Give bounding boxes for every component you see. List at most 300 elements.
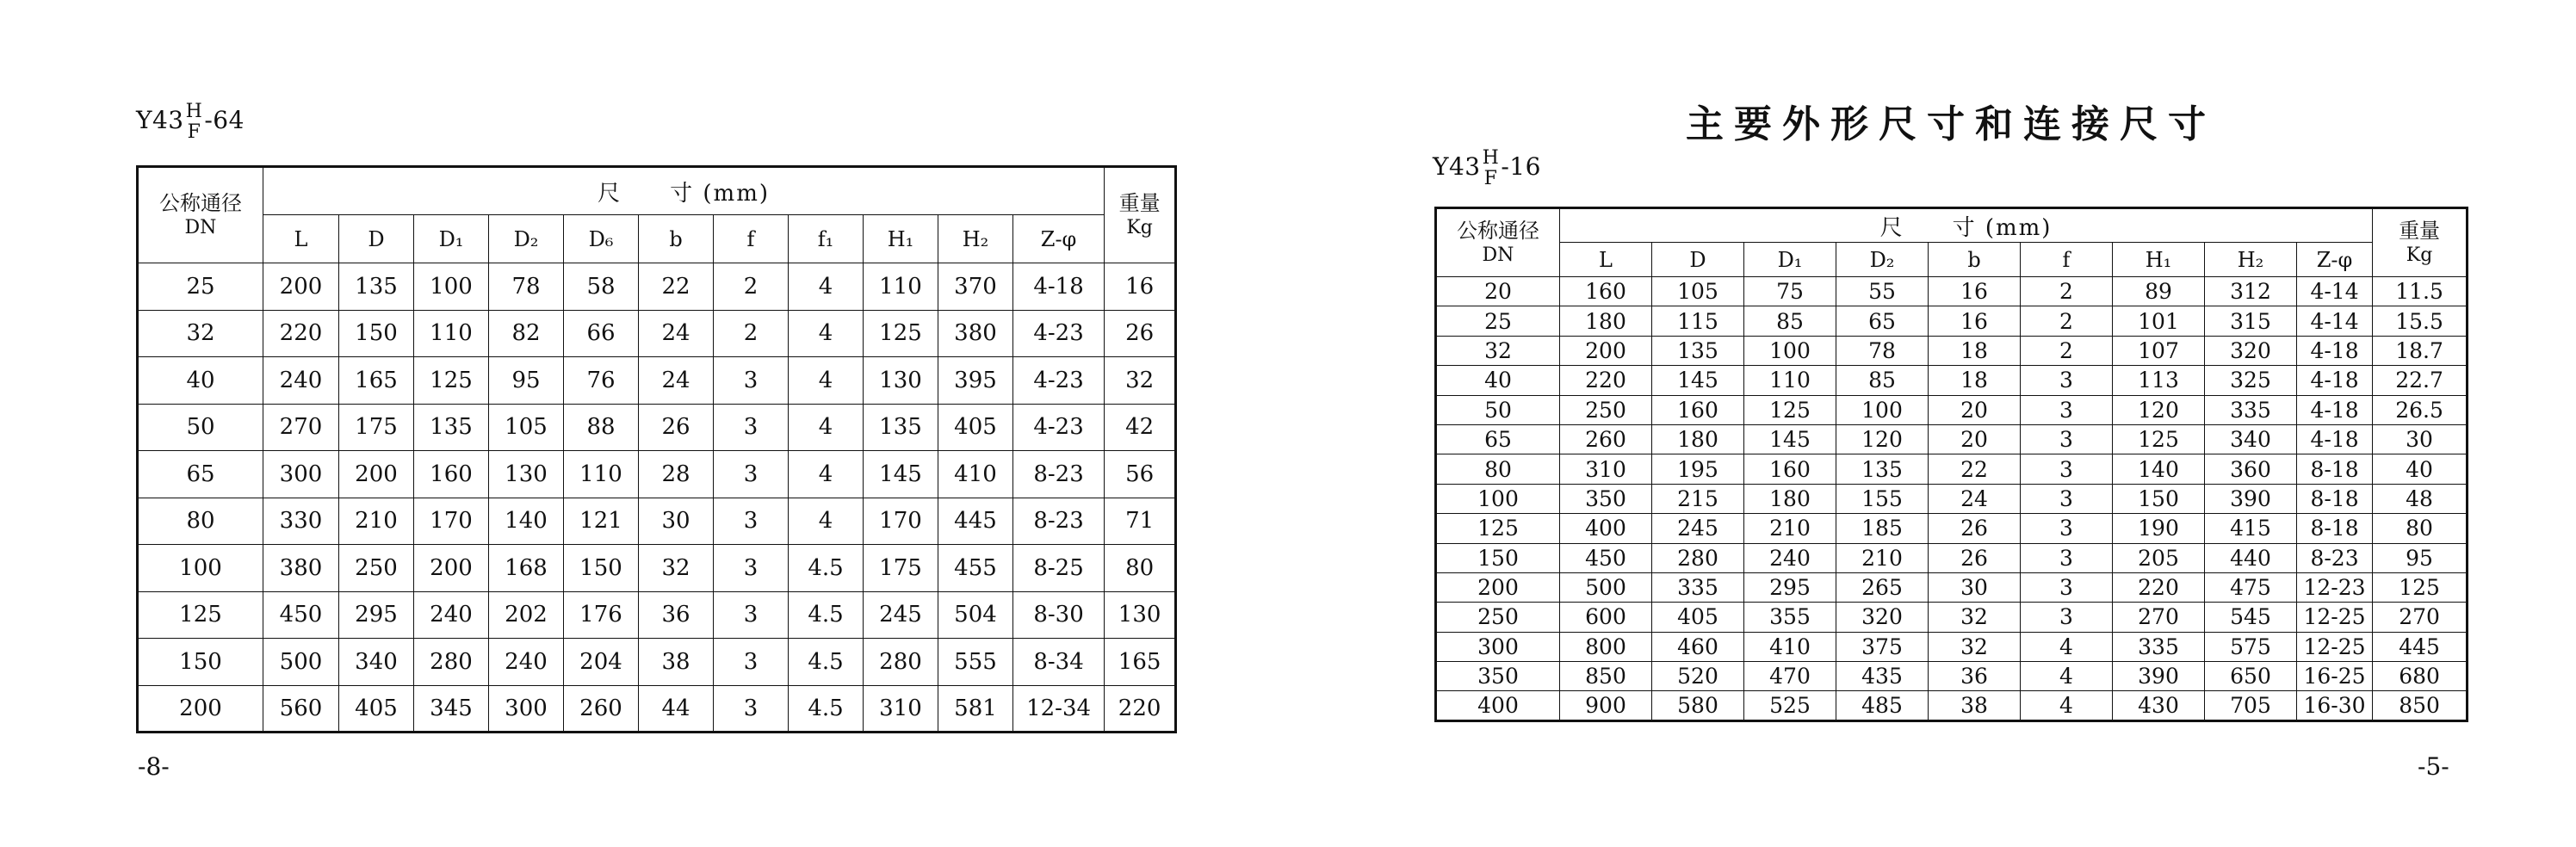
weight-cell: 42 <box>1105 404 1176 451</box>
table-cell: 135 <box>414 404 489 451</box>
table-cell: 4 <box>789 357 864 405</box>
table-row <box>1436 632 2468 661</box>
table-cell: 4 <box>789 451 864 498</box>
dn-cell: 25 <box>1436 306 1560 336</box>
dn-cell: 125 <box>1436 514 1560 543</box>
left-column-header: D <box>339 215 414 263</box>
table-cell: 245 <box>1652 514 1744 543</box>
table-cell: 12-25 <box>2297 632 2373 661</box>
table-cell: 250 <box>339 545 414 592</box>
left-weight-header-label: 重量 <box>1118 191 1161 216</box>
table-cell: 335 <box>2205 395 2297 424</box>
table-cell: 360 <box>2205 454 2297 484</box>
right-weight-header <box>2373 208 2468 277</box>
right-column-header: b <box>1929 243 2021 277</box>
weight-cell: 71 <box>1105 498 1176 545</box>
left-column-header: f₁ <box>789 215 864 263</box>
right-weight-header-label: 重量 <box>2399 219 2441 244</box>
dn-cell: 80 <box>1436 454 1560 484</box>
weight-cell: 270 <box>2373 603 2468 632</box>
table-cell: 12-23 <box>2297 572 2373 602</box>
dn-cell: 250 <box>1436 603 1560 632</box>
table-cell: 130 <box>489 451 564 498</box>
table-cell: 260 <box>1560 424 1652 454</box>
table-cell: 390 <box>2113 662 2205 691</box>
table-cell: 145 <box>1652 366 1744 395</box>
table-cell: 135 <box>339 263 414 311</box>
table-cell: 320 <box>2205 336 2297 365</box>
table-cell: 3 <box>714 591 789 639</box>
table-cell: 390 <box>2205 484 2297 513</box>
table-cell: 170 <box>864 498 938 545</box>
table-cell: 460 <box>1652 632 1744 661</box>
table-row <box>1436 395 2468 424</box>
table-cell: 470 <box>1744 662 1836 691</box>
table-cell: 295 <box>1744 572 1836 602</box>
table-cell: 4-23 <box>1013 310 1105 357</box>
table-cell: 190 <box>2113 514 2205 543</box>
right-dn-header-label: 公称通径 <box>1457 219 1539 244</box>
table-cell: 210 <box>1836 543 1929 572</box>
table-cell: 88 <box>564 404 639 451</box>
table-cell: 113 <box>2113 366 2205 395</box>
table-cell: 455 <box>938 545 1013 592</box>
left-column-header: H₂ <box>938 215 1013 263</box>
table-cell: 125 <box>1744 395 1836 424</box>
table-cell: 125 <box>2113 424 2205 454</box>
dn-cell: 100 <box>1436 484 1560 513</box>
table-row <box>138 498 1176 545</box>
table-cell: 4-18 <box>2297 395 2373 424</box>
table-cell: 66 <box>564 310 639 357</box>
table-cell: 335 <box>1652 572 1744 602</box>
left-model-fraction <box>186 103 203 141</box>
table-cell: 2 <box>2021 306 2113 336</box>
table-cell: 240 <box>1744 543 1836 572</box>
table-cell: 26 <box>639 404 714 451</box>
table-cell: 3 <box>2021 424 2113 454</box>
weight-cell: 165 <box>1105 639 1176 686</box>
table-cell: 200 <box>1560 336 1652 365</box>
dn-cell: 150 <box>1436 543 1560 572</box>
left-column-header: D₆ <box>564 215 639 263</box>
right-column-header-row <box>1436 243 2468 277</box>
left-dimension-table <box>136 165 1177 733</box>
left-dn-header-sub: DN <box>184 217 217 239</box>
table-cell: 3 <box>2021 572 2113 602</box>
table-cell: 24 <box>1929 484 2021 513</box>
table-cell: 26 <box>1929 543 2021 572</box>
table-cell: 16-30 <box>2297 691 2373 720</box>
left-column-header: L <box>263 215 339 263</box>
table-cell: 125 <box>414 357 489 405</box>
table-cell: 165 <box>339 357 414 405</box>
table-cell: 44 <box>639 685 714 733</box>
table-cell: 485 <box>1836 691 1929 720</box>
table-cell: 3 <box>2021 603 2113 632</box>
table-cell: 36 <box>1929 662 2021 691</box>
table-row <box>1436 662 2468 691</box>
table-cell: 240 <box>263 357 339 405</box>
table-cell: 204 <box>564 639 639 686</box>
table-cell: 525 <box>1744 691 1836 720</box>
table-cell: 38 <box>639 639 714 686</box>
right-dn-header-sub: DN <box>1482 244 1514 267</box>
table-cell: 345 <box>414 685 489 733</box>
page-title: 主要外形尺寸和连接尺寸 <box>1686 102 2216 146</box>
table-cell: 375 <box>1836 632 1929 661</box>
table-cell: 705 <box>2205 691 2297 720</box>
table-cell: 545 <box>2205 603 2297 632</box>
table-cell: 245 <box>864 591 938 639</box>
table-cell: 8-18 <box>2297 484 2373 513</box>
weight-cell: 18.7 <box>2373 336 2468 365</box>
table-row <box>1436 454 2468 484</box>
table-cell: 215 <box>1652 484 1744 513</box>
table-cell: 4-18 <box>2297 424 2373 454</box>
table-cell: 135 <box>864 404 938 451</box>
right-weight-header-sub: Kg <box>2406 244 2433 267</box>
dn-cell: 40 <box>1436 366 1560 395</box>
table-cell: 4-23 <box>1013 357 1105 405</box>
table-cell: 210 <box>1744 514 1836 543</box>
right-column-header: D <box>1652 243 1744 277</box>
left-weight-header <box>1105 167 1176 263</box>
table-cell: 350 <box>1560 484 1652 513</box>
table-cell: 850 <box>1560 662 1652 691</box>
right-column-header: f <box>2021 243 2113 277</box>
table-row <box>138 310 1176 357</box>
table-cell: 4-14 <box>2297 306 2373 336</box>
left-dn-header-label: 公称通径 <box>159 191 242 216</box>
table-cell: 2 <box>2021 277 2113 306</box>
table-cell: 140 <box>489 498 564 545</box>
table-cell: 4 <box>789 498 864 545</box>
table-cell: 135 <box>1652 336 1744 365</box>
table-cell: 3 <box>714 404 789 451</box>
left-column-header: f <box>714 215 789 263</box>
table-cell: 2 <box>714 263 789 311</box>
table-cell: 12-25 <box>2297 603 2373 632</box>
table-row <box>138 263 1176 311</box>
table-cell: 2 <box>714 310 789 357</box>
right-model-fraction <box>1482 147 1500 189</box>
right-column-header: H₁ <box>2113 243 2205 277</box>
table-cell: 380 <box>263 545 339 592</box>
table-cell: 440 <box>2205 543 2297 572</box>
table-cell: 265 <box>1836 572 1929 602</box>
left-column-header: D₂ <box>489 215 564 263</box>
weight-cell: 40 <box>2373 454 2468 484</box>
table-cell: 3 <box>2021 366 2113 395</box>
table-cell: 4.5 <box>789 545 864 592</box>
right-model-label <box>1433 147 1541 189</box>
table-cell: 8-23 <box>1013 498 1105 545</box>
right-model-prefix: Y43 <box>1433 152 1481 182</box>
left-column-header: b <box>639 215 714 263</box>
table-row <box>1436 306 2468 336</box>
left-table-body <box>138 263 1176 733</box>
left-model-suffix: -64 <box>204 106 245 135</box>
weight-cell: 56 <box>1105 451 1176 498</box>
table-cell: 32 <box>1929 603 2021 632</box>
weight-cell: 445 <box>2373 632 2468 661</box>
table-row <box>138 685 1176 733</box>
table-cell: 270 <box>263 404 339 451</box>
table-row <box>138 404 1176 451</box>
table-cell: 12-34 <box>1013 685 1105 733</box>
table-cell: 560 <box>263 685 339 733</box>
table-row <box>1436 572 2468 602</box>
dn-cell: 400 <box>1436 691 1560 720</box>
right-column-header: H₂ <box>2205 243 2297 277</box>
table-row <box>138 357 1176 405</box>
table-cell: 355 <box>1744 603 1836 632</box>
table-cell: 200 <box>339 451 414 498</box>
table-cell: 24 <box>639 357 714 405</box>
table-cell: 16 <box>1929 306 2021 336</box>
table-cell: 210 <box>339 498 414 545</box>
table-cell: 900 <box>1560 691 1652 720</box>
dn-cell: 65 <box>1436 424 1560 454</box>
table-cell: 3 <box>2021 514 2113 543</box>
table-cell: 100 <box>414 263 489 311</box>
left-model-sub: F <box>187 121 201 143</box>
table-cell: 24 <box>639 310 714 357</box>
table-cell: 8-30 <box>1013 591 1105 639</box>
weight-cell: 11.5 <box>2373 277 2468 306</box>
left-column-header: Z-φ <box>1013 215 1105 263</box>
table-cell: 300 <box>263 451 339 498</box>
table-cell: 445 <box>938 498 1013 545</box>
table-cell: 3 <box>714 357 789 405</box>
table-cell: 8-23 <box>1013 451 1105 498</box>
table-cell: 370 <box>938 263 1013 311</box>
table-cell: 110 <box>1744 366 1836 395</box>
table-cell: 310 <box>864 685 938 733</box>
table-row <box>1436 543 2468 572</box>
right-column-header: D₂ <box>1836 243 1929 277</box>
table-cell: 4-18 <box>2297 366 2373 395</box>
table-cell: 85 <box>1744 306 1836 336</box>
table-cell: 160 <box>1560 277 1652 306</box>
weight-cell: 850 <box>2373 691 2468 720</box>
table-row <box>1436 514 2468 543</box>
table-cell: 3 <box>714 451 789 498</box>
table-cell: 270 <box>2113 603 2205 632</box>
table-cell: 395 <box>938 357 1013 405</box>
weight-cell: 26 <box>1105 310 1176 357</box>
table-cell: 3 <box>2021 543 2113 572</box>
table-cell: 475 <box>2205 572 2297 602</box>
table-cell: 3 <box>2021 395 2113 424</box>
table-cell: 110 <box>864 263 938 311</box>
right-model-sub: F <box>1483 167 1498 189</box>
left-model-label <box>136 101 245 143</box>
table-cell: 20 <box>1929 424 2021 454</box>
table-cell: 310 <box>1560 454 1652 484</box>
table-cell: 20 <box>1929 395 2021 424</box>
table-cell: 170 <box>414 498 489 545</box>
table-cell: 140 <box>2113 454 2205 484</box>
table-cell: 220 <box>2113 572 2205 602</box>
table-cell: 4 <box>789 404 864 451</box>
table-cell: 3 <box>2021 484 2113 513</box>
table-row <box>1436 484 2468 513</box>
dn-cell: 50 <box>1436 395 1560 424</box>
table-cell: 18 <box>1929 336 2021 365</box>
left-page-number: -8- <box>138 752 170 781</box>
table-cell: 205 <box>2113 543 2205 572</box>
table-cell: 312 <box>2205 277 2297 306</box>
left-dimension-header: 尺 寸 (mm) <box>263 167 1105 215</box>
table-cell: 450 <box>1560 543 1652 572</box>
table-cell: 581 <box>938 685 1013 733</box>
table-cell: 280 <box>414 639 489 686</box>
weight-cell: 48 <box>2373 484 2468 513</box>
table-cell: 4 <box>789 310 864 357</box>
weight-cell: 680 <box>2373 662 2468 691</box>
table-cell: 415 <box>2205 514 2297 543</box>
table-cell: 4.5 <box>789 639 864 686</box>
dn-cell: 25 <box>138 263 263 311</box>
table-cell: 32 <box>1929 632 2021 661</box>
table-cell: 410 <box>1744 632 1836 661</box>
table-cell: 600 <box>1560 603 1652 632</box>
right-column-header: D₁ <box>1744 243 1836 277</box>
table-cell: 121 <box>564 498 639 545</box>
table-cell: 520 <box>1652 662 1744 691</box>
table-cell: 175 <box>339 404 414 451</box>
table-cell: 4-18 <box>2297 336 2373 365</box>
dn-cell: 200 <box>138 685 263 733</box>
table-cell: 145 <box>1744 424 1836 454</box>
table-cell: 4 <box>789 263 864 311</box>
table-cell: 22 <box>639 263 714 311</box>
table-cell: 300 <box>489 685 564 733</box>
table-cell: 76 <box>564 357 639 405</box>
table-cell: 315 <box>2205 306 2297 336</box>
table-cell: 176 <box>564 591 639 639</box>
weight-cell: 80 <box>2373 514 2468 543</box>
left-model-sup: H <box>185 101 203 122</box>
table-cell: 800 <box>1560 632 1652 661</box>
table-cell: 195 <box>1652 454 1744 484</box>
table-cell: 4 <box>2021 632 2113 661</box>
table-cell: 150 <box>2113 484 2205 513</box>
table-cell: 38 <box>1929 691 2021 720</box>
table-cell: 180 <box>1652 424 1744 454</box>
table-cell: 160 <box>414 451 489 498</box>
table-cell: 4-14 <box>2297 277 2373 306</box>
table-cell: 30 <box>639 498 714 545</box>
weight-cell: 26.5 <box>2373 395 2468 424</box>
table-cell: 202 <box>489 591 564 639</box>
table-cell: 295 <box>339 591 414 639</box>
table-cell: 150 <box>564 545 639 592</box>
weight-cell: 15.5 <box>2373 306 2468 336</box>
table-cell: 155 <box>1836 484 1929 513</box>
table-cell: 500 <box>1560 572 1652 602</box>
table-cell: 200 <box>263 263 339 311</box>
table-cell: 8-25 <box>1013 545 1105 592</box>
table-cell: 145 <box>864 451 938 498</box>
right-column-header: L <box>1560 243 1652 277</box>
table-cell: 110 <box>564 451 639 498</box>
table-cell: 30 <box>1929 572 2021 602</box>
table-cell: 4 <box>2021 662 2113 691</box>
table-cell: 16-25 <box>2297 662 2373 691</box>
table-cell: 8-23 <box>2297 543 2373 572</box>
table-cell: 335 <box>2113 632 2205 661</box>
table-cell: 340 <box>339 639 414 686</box>
table-row <box>1436 336 2468 365</box>
table-cell: 28 <box>639 451 714 498</box>
table-cell: 2 <box>2021 336 2113 365</box>
table-cell: 18 <box>1929 366 2021 395</box>
table-cell: 220 <box>263 310 339 357</box>
table-cell: 3 <box>714 639 789 686</box>
table-cell: 110 <box>414 310 489 357</box>
table-cell: 405 <box>339 685 414 733</box>
table-cell: 405 <box>1652 603 1744 632</box>
dn-cell: 300 <box>1436 632 1560 661</box>
table-cell: 175 <box>864 545 938 592</box>
table-cell: 4.5 <box>789 685 864 733</box>
right-page-number: -5- <box>2418 752 2449 781</box>
table-cell: 580 <box>1652 691 1744 720</box>
left-column-header-row <box>138 215 1176 263</box>
table-cell: 260 <box>564 685 639 733</box>
table-cell: 130 <box>864 357 938 405</box>
table-cell: 78 <box>1836 336 1929 365</box>
table-cell: 180 <box>1744 484 1836 513</box>
table-cell: 220 <box>1560 366 1652 395</box>
table-cell: 115 <box>1652 306 1744 336</box>
left-weight-header-sub: Kg <box>1126 217 1153 239</box>
table-row <box>138 639 1176 686</box>
table-cell: 504 <box>938 591 1013 639</box>
table-cell: 105 <box>1652 277 1744 306</box>
dn-cell: 350 <box>1436 662 1560 691</box>
table-cell: 250 <box>1560 395 1652 424</box>
right-column-header: Z-φ <box>2297 243 2373 277</box>
left-model-prefix: Y43 <box>136 106 184 135</box>
dn-cell: 150 <box>138 639 263 686</box>
table-cell: 380 <box>938 310 1013 357</box>
dn-cell: 65 <box>138 451 263 498</box>
table-cell: 500 <box>263 639 339 686</box>
table-cell: 435 <box>1836 662 1929 691</box>
table-cell: 22 <box>1929 454 2021 484</box>
weight-cell: 16 <box>1105 263 1176 311</box>
dn-cell: 100 <box>138 545 263 592</box>
right-dn-header <box>1436 208 1560 277</box>
table-cell: 325 <box>2205 366 2297 395</box>
table-cell: 4-18 <box>1013 263 1105 311</box>
table-cell: 26 <box>1929 514 2021 543</box>
table-cell: 32 <box>639 545 714 592</box>
left-column-header: H₁ <box>864 215 938 263</box>
table-row <box>1436 277 2468 306</box>
table-cell: 85 <box>1836 366 1929 395</box>
table-cell: 405 <box>938 404 1013 451</box>
weight-cell: 30 <box>2373 424 2468 454</box>
table-cell: 410 <box>938 451 1013 498</box>
table-cell: 55 <box>1836 277 1929 306</box>
dn-cell: 200 <box>1436 572 1560 602</box>
table-cell: 430 <box>2113 691 2205 720</box>
